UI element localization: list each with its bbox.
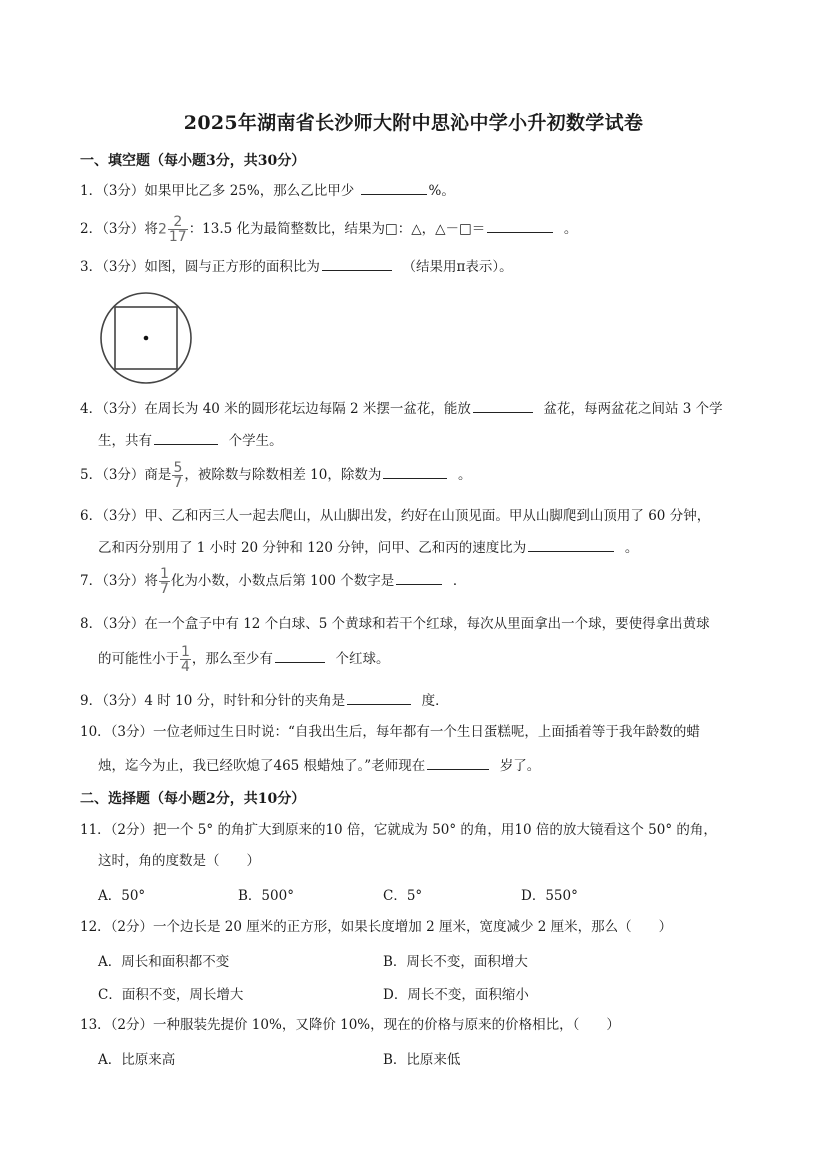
question-7-suffix: ． — [452, 573, 467, 589]
option-d[interactable]: D．550° — [521, 888, 578, 904]
answer-blank[interactable] — [154, 430, 218, 445]
fraction — [168, 215, 188, 244]
question-5 — [80, 460, 471, 490]
question-2-text: 2．（3分）将 — [80, 221, 158, 237]
fraction — [159, 567, 170, 596]
answer-blank[interactable] — [396, 570, 442, 585]
answer-blank[interactable] — [487, 218, 553, 233]
fraction-numerator: 1 — [159, 566, 169, 582]
fraction-denominator: 17 — [168, 229, 187, 245]
mixed-number-whole: 2 — [157, 221, 167, 238]
answer-blank[interactable] — [322, 256, 392, 271]
question-5-text-b: ，被除数与除数相差 10，除数为 — [184, 467, 382, 483]
option-a[interactable]: A．50° — [98, 888, 146, 904]
question-2 — [80, 214, 577, 245]
fraction — [172, 461, 183, 490]
answer-blank[interactable] — [427, 755, 489, 770]
answer-blank[interactable] — [383, 464, 447, 479]
question-12-line-1: 12．（2分）一个边长是 20 厘米的正方形，如果长度增加 2 厘米，宽度减少 2 厘米，那么（ ） — [80, 919, 673, 935]
option-a[interactable]: A．比原来高 — [98, 1052, 176, 1068]
option-b[interactable]: B．比原来低 — [383, 1052, 461, 1068]
question-10-text: 烛，迄今为止，我已经吹熄了465 根蜡烛了。”老师现在 — [98, 758, 426, 774]
option-c[interactable]: C．5° — [383, 888, 423, 904]
question-8-suffix: 个红球。 — [335, 651, 390, 667]
exam-title: 2025年湖南省长沙师大附中思沁中学小升初数学试卷 — [183, 112, 644, 134]
fraction-denominator: 7 — [173, 475, 183, 491]
fraction-denominator: 4 — [181, 659, 190, 675]
question-1-suffix: %。 — [428, 183, 455, 199]
question-8-text: 的可能性小于 — [98, 651, 179, 667]
question-6-line-2 — [98, 537, 638, 558]
question-8-line-2 — [98, 644, 390, 674]
question-4-line-1 — [80, 398, 723, 419]
question-6-text: 乙和丙分别用了 1 小时 20 分钟和 120 分钟，问甲、乙和丙的速度比为 — [98, 540, 527, 556]
fraction-numerator: 2 — [168, 215, 188, 230]
question-13-line-1: 13．（2分）一种服装先提价 10%，又降价 10%，现在的价格与原来的价格相比，（ ） — [80, 1017, 620, 1033]
question-4-line-2 — [98, 430, 283, 451]
section-heading-fill-blank: 一、填空题（每小题3分，共30分） — [80, 153, 306, 169]
question-4-text: 4．（3分）在周长为 40 米的圆形花坛边每隔 2 米摆一盆花，能放 — [80, 401, 471, 417]
question-11-line-2: 这时，角的度数是（ ） — [98, 853, 260, 869]
question-5-text: 5．（3分）商是 — [80, 467, 172, 483]
question-9-suffix: 度． — [421, 693, 449, 709]
question-4-suffix: 个学生。 — [228, 433, 283, 449]
question-7-text-b: 化为小数，小数点后第 100 个数字是 — [170, 573, 395, 589]
question-1-text: 1．（3分）如果甲比乙多 25%，那么乙比甲少 — [80, 183, 355, 199]
answer-blank[interactable] — [361, 180, 427, 195]
question-10-suffix: 岁了。 — [499, 758, 541, 774]
answer-blank[interactable] — [275, 648, 325, 663]
question-9-text: 9．（3分）4 时 10 分，时针和分针的夹角是 — [80, 693, 346, 709]
question-3 — [80, 256, 513, 277]
option-d[interactable]: D．周长不变，面积缩小 — [383, 987, 529, 1003]
question-7-text: 7．（3分）将 — [80, 573, 158, 589]
question-8-text-b: ，那么至少有 — [191, 651, 273, 667]
circle-square-figure — [98, 290, 198, 390]
question-4-text-b: 盆花，每两盆花之间站 3 个学 — [543, 401, 723, 417]
question-11-line-1: 11．（2分）把一个 5° 的角扩大到原来的10 倍，它就成为 50° 的角，用10 倍的放大镜看这个 50° 的角， — [80, 822, 717, 838]
option-b[interactable]: B．周长不变，面积增大 — [383, 954, 528, 970]
section-heading-multiple-choice: 二、选择题（每小题2分，共10分） — [80, 791, 306, 807]
question-5-suffix: 。 — [457, 467, 472, 483]
option-a[interactable]: A．周长和面积都不变 — [98, 954, 230, 970]
center-point — [144, 336, 149, 341]
answer-blank[interactable] — [528, 537, 614, 552]
question-2-text-b: ：13.5 化为最简整数比，结果为□：△，△－□＝ — [188, 221, 486, 237]
fraction-numerator: 1 — [181, 644, 190, 660]
question-3-suffix: （结果用π表示）。 — [402, 259, 513, 275]
fraction-denominator: 7 — [159, 581, 169, 597]
question-4-text-c: 生，共有 — [98, 433, 152, 449]
option-c[interactable]: C．面积不变，周长增大 — [98, 987, 244, 1003]
answer-blank[interactable] — [473, 398, 533, 413]
question-6-line-1: 6．（3分）甲、乙和丙三人一起去爬山，从山脚出发，约好在山顶见面。甲从山脚爬到山顶用了 60 分钟， — [80, 508, 711, 524]
question-1 — [80, 180, 455, 201]
question-9 — [80, 690, 449, 711]
question-3-text: 3．（3分）如图，圆与正方形的面积比为 — [80, 259, 320, 275]
question-10-line-1: 10．（3分）一位老师过生日时说：“自我出生后，每年都有一个生日蛋糕呢，上面插着等于我年龄数的蜡 — [80, 724, 700, 740]
answer-blank[interactable] — [347, 690, 411, 705]
fraction-numerator: 5 — [173, 460, 183, 476]
question-8-line-1: 8．（3分）在一个盒子中有 12 个白球、5 个黄球和若干个红球，每次从里面拿出一个球，要使得拿出黄球 — [80, 616, 710, 632]
question-2-suffix: 。 — [563, 221, 578, 237]
option-b[interactable]: B．500° — [238, 888, 294, 904]
fraction — [180, 645, 191, 674]
question-10-line-2 — [98, 755, 540, 776]
question-6-suffix: 。 — [624, 540, 639, 556]
question-7 — [80, 566, 466, 596]
